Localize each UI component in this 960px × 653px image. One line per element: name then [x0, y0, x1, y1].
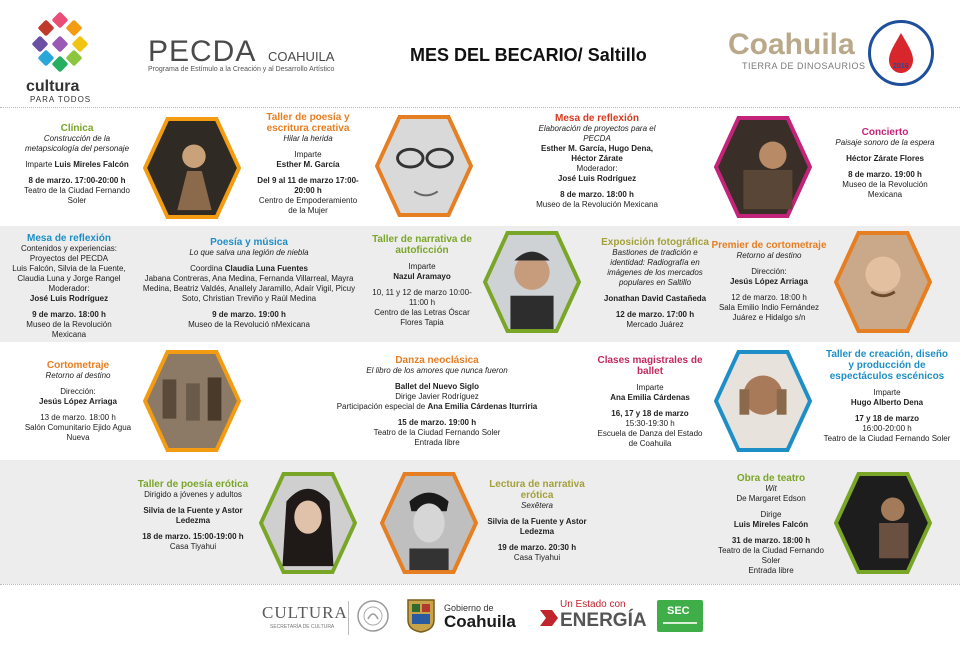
event-venue: Teatro de la Ciudad Fernando Soler: [373, 428, 501, 437]
event-concierto: [826, 127, 944, 200]
event-subtitle: Sexêtera: [520, 501, 554, 510]
event-title: Clases magistrales de ballet: [597, 355, 703, 377]
event-danza: [306, 355, 568, 448]
event-title: Taller de narrativa de autoficción: [372, 234, 472, 256]
narrativa-auto-photo: [483, 231, 581, 333]
event-date: 18 de marzo. 15:00-19:00 h: [142, 532, 244, 541]
event-role: Dirección:: [60, 387, 96, 396]
event-person: Nazul Aramayo: [393, 272, 451, 281]
event-subtitle: Retorno al destino: [45, 371, 111, 380]
event-time: 16:00-20:00 h: [862, 424, 912, 433]
event-cortometraje: [22, 360, 134, 443]
footer-divider: [348, 601, 349, 635]
cultura-logo-word: cultura: [26, 78, 80, 95]
event-title: Lectura de narrativa erótica: [489, 479, 585, 501]
event-entry: Entrada libre: [748, 566, 794, 575]
special-prefix: Participación especial de: [336, 402, 428, 411]
event-venue: Museo de la Revolució nMexicana: [188, 320, 310, 329]
event-subtitle: Hilar la herida: [283, 134, 333, 143]
event-people: Silvia de la Fuente y Astor Ledezma: [487, 517, 587, 536]
event-people: Jabana Contreras, Ana Medina, Fernanda Villarreal, Mayra Medina, Beatriz Valdés, Anallely Jaramillo, Adaír Vigil, Picuy Soto, Christian Treviño y Raúl Medina: [142, 274, 356, 303]
seal-year: 2016: [893, 63, 909, 70]
page-title: MES DEL BECARIO/ Saltillo: [410, 45, 647, 65]
event-people: Luis Falcón, Silvia de la Fuente, Claudia Luna y Jorge Rangel: [12, 264, 126, 283]
cortometraje-photo: [143, 350, 241, 452]
event-title: Taller de poesía y escritura creativa: [266, 112, 350, 134]
event-author: De Margaret Edson: [736, 494, 806, 503]
event-mesa-1: [536, 113, 658, 210]
event-venue: Sala Emilio Indio Fernández Juárez e Hidalgo s/n: [718, 303, 820, 322]
event-venue: Salón Comunitario Ejido Agua Nueva: [24, 423, 132, 442]
event-title: Obra de teatro: [736, 473, 806, 484]
event-person: Hugo Alberto Dena: [850, 398, 924, 407]
event-date: 12 de marzo. 17:00 h: [615, 310, 695, 319]
event-person: Jesús López Arriaga: [730, 277, 808, 286]
event-lectura: [486, 479, 588, 563]
event-role: Imparte: [294, 150, 322, 159]
event-person: Ana Emilia Cárdenas: [610, 393, 690, 402]
event-subtitle: Wit: [765, 484, 777, 493]
event-person: José Luis Rodríguez: [29, 294, 109, 303]
separator: [0, 584, 960, 585]
event-venue: Museo de la Revolución Mexicana: [842, 180, 928, 199]
event-premier: [706, 240, 832, 323]
event-obra: [716, 473, 826, 576]
event-role: Dirige: [760, 510, 782, 519]
lectura-photo: [380, 472, 478, 574]
event-time: 15:30-19:30 h: [625, 419, 675, 428]
event-person: José Luis Rodríguez: [557, 174, 637, 183]
event-date: 16, 17 y 18 de marzo: [611, 409, 689, 418]
event-person: Jesús López Arriaga: [39, 397, 117, 406]
coahuila-logo-word: Coahuila: [728, 28, 855, 61]
cultura-flower-icon: [28, 12, 92, 76]
event-role: Dirección:: [751, 267, 787, 276]
event-venue: Escuela de Danza del Estado de Coahuila: [597, 429, 703, 448]
event-date: 17 y 18 de marzo: [854, 414, 920, 423]
event-clinica: [16, 123, 138, 206]
event-person: Héctor Zárate Flores: [846, 154, 924, 163]
event-date: 9 de marzo. 19:00 h: [212, 310, 286, 319]
event-mesa-2: [10, 233, 128, 340]
event-title: Poesía y música: [210, 237, 288, 248]
separator: [0, 107, 960, 108]
event-people: Esther M. García, Hugo Dena, Héctor Zárate: [540, 144, 654, 163]
event-date: 8 de marzo. 19:00 h: [848, 170, 922, 179]
event-poesia-erotica: [132, 479, 254, 552]
event-subtitle: Contenidos y experiencias: Proyectos del PECDA: [20, 244, 118, 263]
event-title: Mesa de reflexión: [27, 233, 111, 244]
event-narrativa-auto: [366, 234, 478, 328]
event-subtitle: El libro de los amores que nunca fueron: [366, 366, 508, 375]
sec-underline: [663, 622, 697, 624]
footer-cultura-sub: SECRETARÍA DE CULTURA: [270, 624, 335, 630]
event-title: Danza neoclásica: [395, 355, 479, 366]
footer-gob-big: Coahuila: [444, 612, 516, 631]
pecda-logo-sub: Programa de Estímulo a la Creación y al Desarrollo Artístico: [148, 66, 335, 73]
premier-photo: [834, 231, 932, 333]
coord-prefix: Coordina: [190, 264, 225, 273]
instructor-prefix: Imparte: [25, 160, 55, 169]
event-venue: Casa Tiyahui: [169, 542, 217, 551]
poesia-creativa-photo: [375, 115, 473, 217]
event-subtitle: Construcción de la metapsicología del personaje: [24, 134, 130, 153]
event-date: 13 de marzo. 18:00 h: [40, 413, 116, 422]
event-date: 12 de marzo. 18:00 h: [731, 293, 807, 302]
footer-energia-top: Un Estado con: [560, 599, 626, 610]
event-person: Esther M. García: [276, 160, 340, 169]
coahuila-logo-sub: TIERRA DE DINOSAURIOS: [742, 61, 866, 71]
drop-icon: [871, 23, 931, 83]
event-poesia-creativa: [256, 112, 360, 216]
event-subtitle: Elaboración de proyectos para el PECDA: [538, 124, 656, 143]
event-date: 15 de marzo. 19:00 h: [397, 418, 477, 427]
event-title: Clínica: [60, 123, 94, 134]
event-role: Moderador:: [576, 164, 618, 173]
event-date: 8 de marzo. 17:00-20:00 h: [28, 176, 126, 185]
event-title: Exposición fotográfica: [601, 237, 709, 248]
event-subtitle: Lo que salva una legión de niebla: [189, 248, 309, 257]
event-director: Dirige Javier Rodríguez: [395, 392, 479, 401]
event-subtitle: Dirigido a jóvenes y adultos: [144, 490, 242, 499]
coahuila-shield-icon: [406, 598, 436, 634]
event-venue: Casa Tiyahui: [513, 553, 561, 562]
diabetes-seal-logo: [868, 20, 934, 86]
obra-photo: [834, 472, 932, 574]
footer-energia-big: ENERGÍA: [560, 610, 647, 631]
event-subtitle: Bastiones de tradición e identidad: Radiografía en imágenes de los mercados populares en Saltillo: [607, 248, 703, 287]
event-venue: Teatro de la Ciudad Fernando Soler: [823, 434, 951, 443]
event-clases-ballet: [594, 355, 706, 449]
pecda-logo-main: PECDA: [148, 35, 257, 68]
concierto-photo: [714, 116, 812, 218]
event-role: Moderador:: [48, 284, 90, 293]
cultura-para-todos-logo: [28, 12, 92, 76]
event-venue: Teatro de la Ciudad Fernando Soler: [24, 186, 130, 205]
event-taller-escenicos: [822, 349, 952, 444]
event-date: 8 de marzo. 18:00 h: [560, 190, 634, 199]
event-venue: Teatro de la Ciudad Fernando Soler: [718, 546, 824, 565]
mexico-seal-icon: [356, 599, 390, 633]
event-title: Taller de poesía erótica: [137, 479, 249, 490]
event-title: Concierto: [861, 127, 909, 138]
coord-name: Claudia Luna Fuentes: [224, 264, 308, 273]
clinica-photo: [143, 117, 241, 219]
event-title: Premier de cortometraje: [711, 240, 827, 251]
taller-escenicos-photo: [714, 350, 812, 452]
footer-sec: SEC: [667, 605, 690, 617]
event-venue: Museo de la Revolución Mexicana: [536, 200, 658, 209]
event-entry: Entrada libre: [414, 438, 460, 447]
event-date: 19 de marzo. 20:30 h: [497, 543, 577, 552]
event-venue: Centro de Empoderamiento de la Mujer: [258, 196, 358, 215]
instructor-name: Luis Mireles Falcón: [54, 160, 129, 169]
event-subtitle: Retorno al destino: [736, 251, 802, 260]
special-guest: Ana Emilia Cárdenas Iturriria: [427, 402, 538, 411]
event-role: Imparte: [636, 383, 664, 392]
event-date: 31 de marzo. 18:00 h: [731, 536, 811, 545]
event-title: Mesa de reflexión: [555, 113, 639, 124]
event-role: Imparte: [873, 388, 901, 397]
event-expo-foto: [594, 237, 716, 330]
event-venue: Museo de la Revolución Mexicana: [26, 320, 112, 339]
event-person: Jonathan David Castañeda: [603, 294, 707, 303]
event-date: Del 9 al 11 de marzo 17:00-20:00 h: [257, 176, 359, 195]
event-title: Taller de creación, diseño y producción de espectáculos escénicos: [825, 349, 949, 382]
event-subtitle: Paisaje sonoro de la espera: [835, 138, 935, 147]
sec-logo: [657, 600, 703, 632]
event-people: Silvia de la Fuente y Astor Ledezma: [143, 506, 243, 525]
energia-shape-icon: [538, 606, 560, 630]
event-poesia-musica: [140, 237, 358, 330]
pecda-logo-region: COAHUILA: [268, 49, 335, 64]
event-role: Imparte: [408, 262, 436, 271]
footer-gob-small: Gobierno de: [444, 603, 494, 613]
event-venue: Centro de las Letras Óscar Flores Tapia: [374, 308, 470, 327]
event-person: Luis Mireles Falcón: [733, 520, 809, 529]
cultura-logo-sub: PARA TODOS: [30, 95, 92, 104]
event-title: Cortometraje: [46, 360, 110, 371]
event-company: Ballet del Nuevo Siglo: [394, 382, 479, 391]
footer-cultura-logo: CULTURA: [262, 603, 348, 622]
event-date: 10, 11 y 12 de marzo 10:00-11:00 h: [372, 288, 472, 307]
event-date: 9 de marzo. 18:00 h: [32, 310, 106, 319]
event-venue: Mercado Juárez: [626, 320, 684, 329]
poesia-erotica-photo: [259, 472, 357, 574]
